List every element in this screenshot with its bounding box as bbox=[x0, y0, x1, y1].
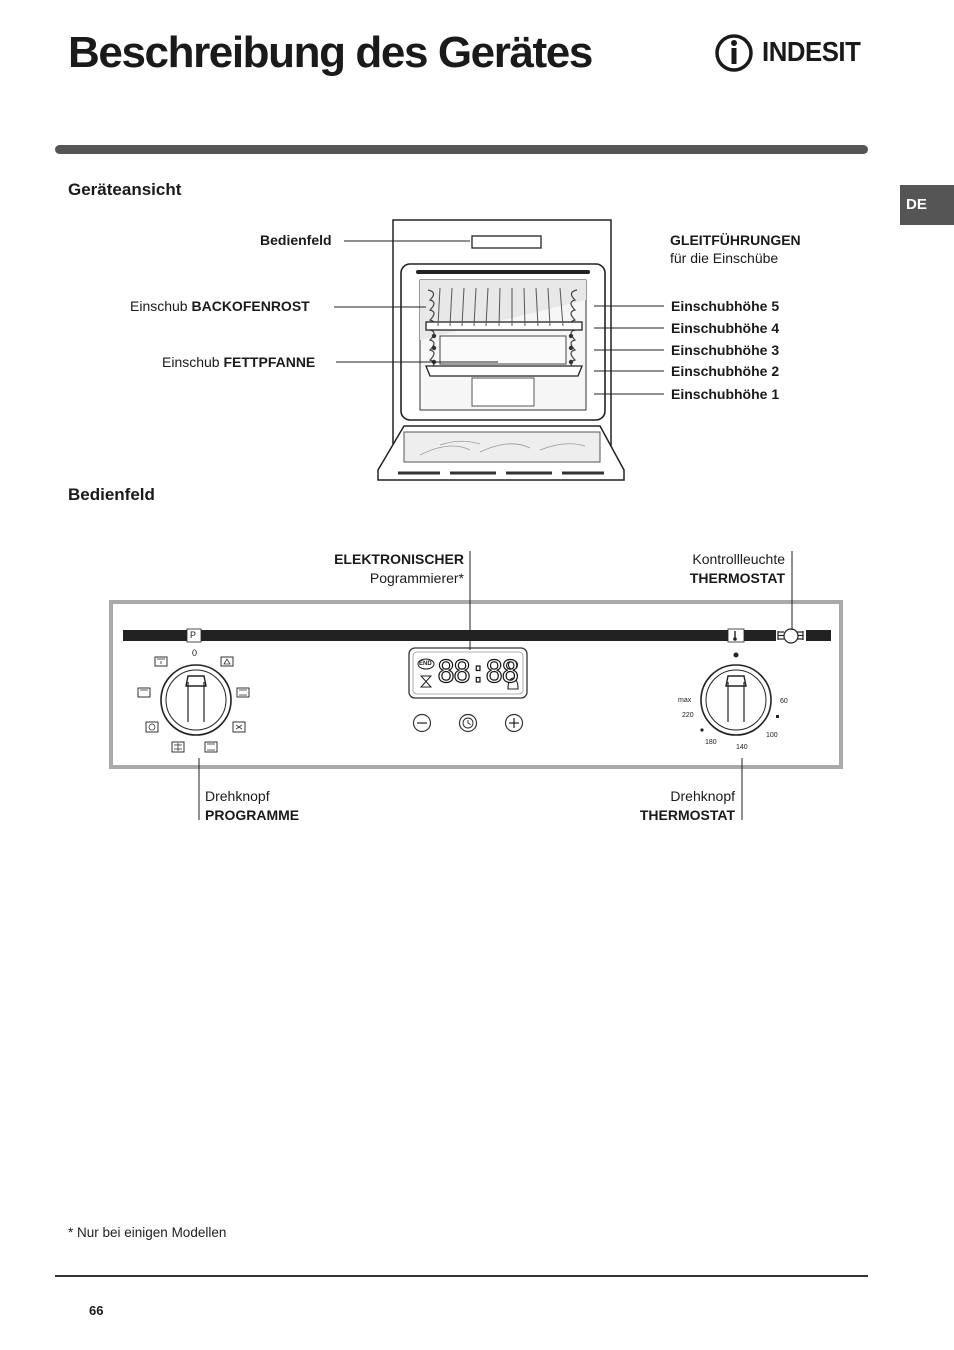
label-thermostat-knob: Drehknopf bbox=[670, 788, 735, 804]
thermo-scale-220: 220 bbox=[682, 712, 694, 719]
thermo-scale-180: 180 bbox=[705, 739, 717, 746]
section-heading-control-panel: Bedienfeld bbox=[68, 485, 155, 504]
display-digits: 88:88 bbox=[437, 655, 518, 690]
page-title: Beschreibung des Gerätes bbox=[68, 28, 592, 77]
label-programmer-sub: Pogrammierer* bbox=[369, 570, 464, 586]
thermo-scale-60: 60 bbox=[780, 698, 788, 705]
section-heading-appliance-view: Geräteansicht bbox=[68, 180, 182, 199]
language-tab: DE bbox=[900, 185, 954, 225]
label-tray: Einschub FETTPFANNE bbox=[162, 354, 316, 370]
label-lamp-bold: THERMOSTAT bbox=[689, 570, 785, 586]
label-level-2: Einschubhöhe 2 bbox=[671, 363, 780, 379]
label-guides: GLEITFÜHRUNGEN bbox=[670, 232, 801, 248]
label-thermostat-knob-bold: THERMOSTAT bbox=[639, 807, 735, 823]
thermo-scale-140: 140 bbox=[736, 744, 748, 751]
brand-name: INDESIT bbox=[762, 36, 861, 67]
label-programmer: ELEKTRONISCHER bbox=[334, 551, 464, 567]
thermo-scale-100: 100 bbox=[766, 732, 778, 739]
label-guides-sub: für die Einschübe bbox=[670, 250, 779, 266]
footnote: * Nur bei einigen Modellen bbox=[68, 1225, 227, 1240]
label-level-4: Einschubhöhe 4 bbox=[671, 320, 780, 336]
label-level-3: Einschubhöhe 3 bbox=[671, 342, 780, 358]
display-end-label: END bbox=[419, 661, 432, 667]
label-level-1: Einschubhöhe 1 bbox=[671, 386, 780, 402]
program-knob-zero: 0 bbox=[192, 648, 198, 658]
footer-divider bbox=[55, 1275, 868, 1277]
page-number: 66 bbox=[89, 1303, 104, 1318]
label-control-panel: Bedienfeld bbox=[260, 232, 332, 248]
label-lamp: Kontrollleuchte bbox=[692, 551, 785, 567]
label-rack: Einschub BACKOFENROST bbox=[130, 298, 310, 314]
label-program-knob-bold: PROGRAMME bbox=[205, 807, 300, 823]
label-level-5: Einschubhöhe 5 bbox=[671, 298, 780, 314]
label-program-knob: Drehknopf bbox=[205, 788, 270, 804]
thermo-scale-max: max bbox=[678, 697, 692, 704]
program-marker: P bbox=[190, 630, 197, 640]
